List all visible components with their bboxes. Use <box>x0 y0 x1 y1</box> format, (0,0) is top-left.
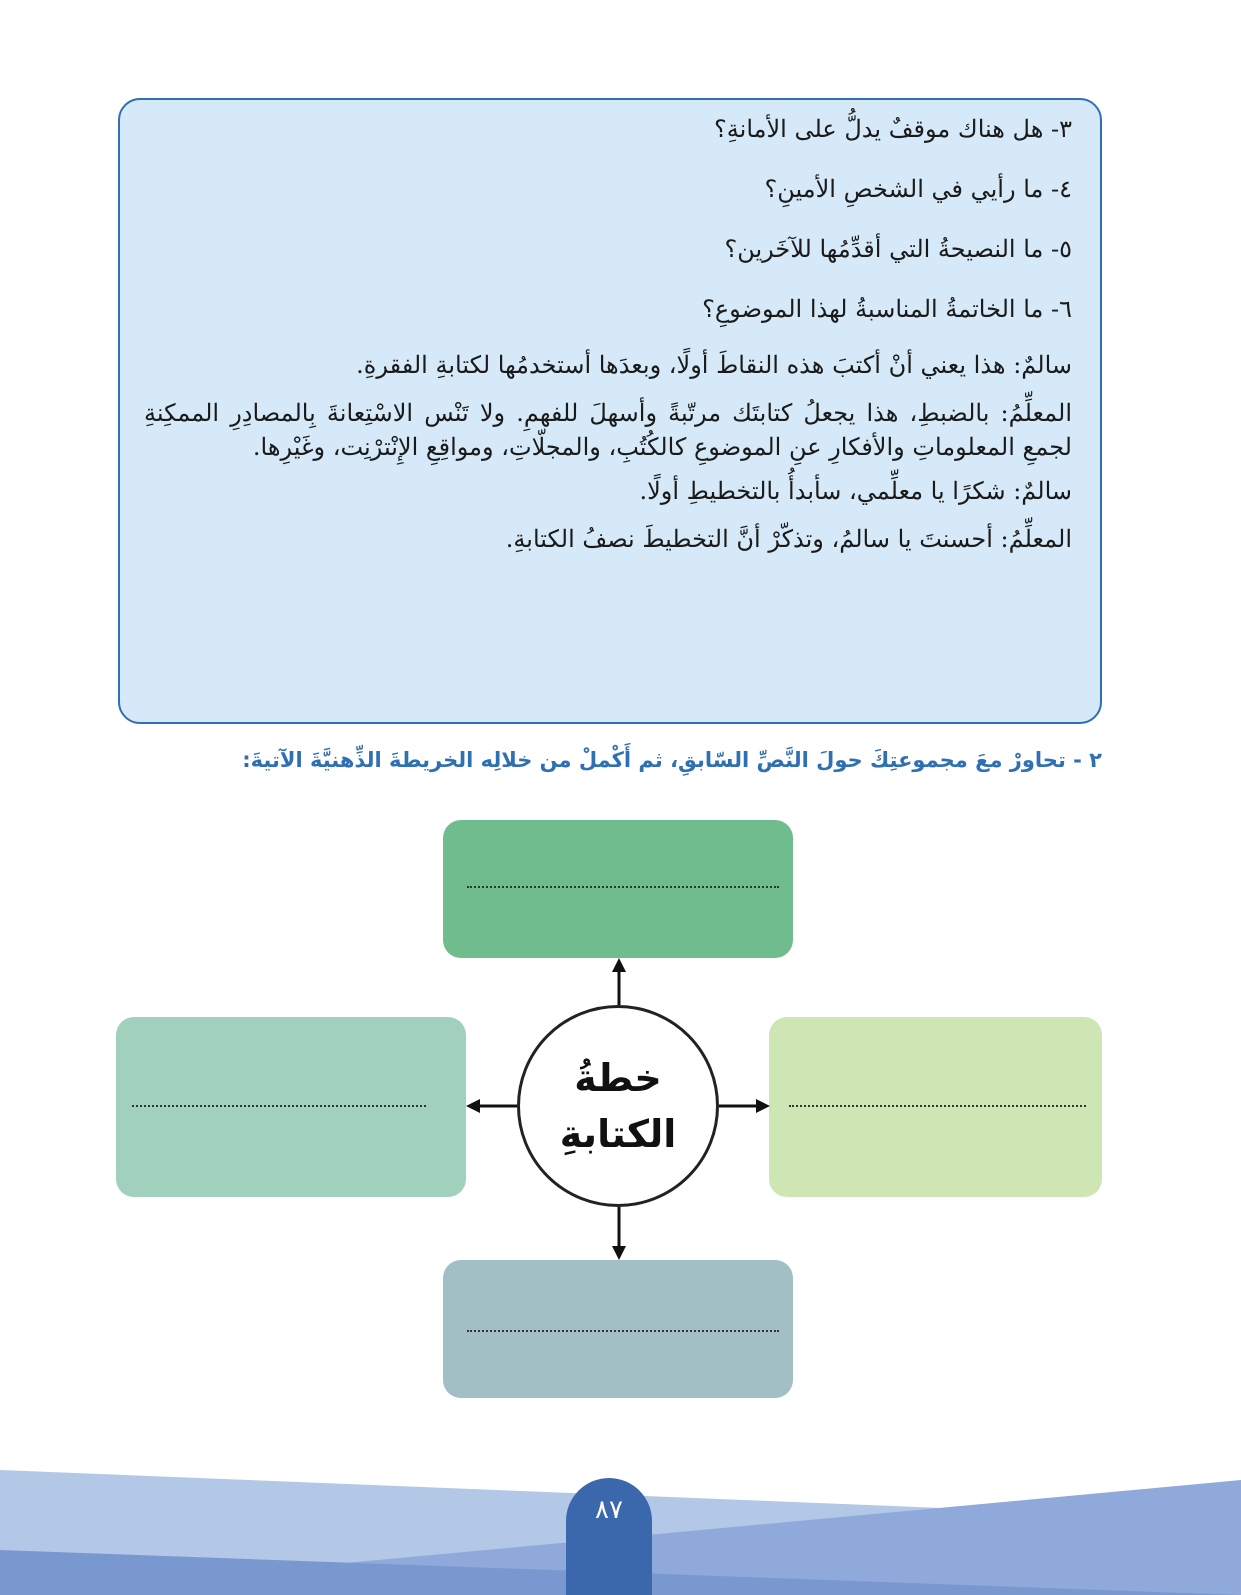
salem-line-2: سالمٌ: شكرًا يا معلِّمي، سأبدأُ بالتخطيطِ أولًا. <box>639 477 1072 505</box>
question-4: ٤- ما رأيي في الشخصِ الأمينِ؟ <box>764 175 1072 203</box>
answer-line-top[interactable] <box>467 886 779 888</box>
mind-map-box-right[interactable] <box>769 1017 1102 1197</box>
question-5: ٥- ما النصيحةُ التي أقدِّمُها للآخَرين؟ <box>724 235 1072 263</box>
teacher-line-2: المعلِّمُ: أحسنتَ يا سالمُ، وتذكّرْ أنَّ التخطيطَ نصفُ الكتابةِ. <box>505 525 1072 553</box>
arrow-left-head <box>466 1099 480 1113</box>
salem-line-1: سالمٌ: هذا يعني أنْ أكتبَ هذه النقاطَ أولًا، وبعدَها أستخدمُها لكتابةِ الفقرةِ. <box>356 351 1072 379</box>
answer-line-right[interactable] <box>789 1105 1086 1107</box>
question-3: ٣- هل هناك موقفٌ يدلُّ على الأمانةِ؟ <box>714 115 1072 143</box>
center-title-line-2: الكتابةِ <box>559 1112 677 1156</box>
arrow-up-head <box>612 958 626 972</box>
page-number-badge <box>566 1478 652 1595</box>
teacher-line-1: المعلِّمُ: بالضبطِ، هذا يجعلُ كتابتَك مرتّبةً وأسهلَ للفهمِ. ولا تَنْس الاسْتِعانةَ بِالمصادِرِ الممكِنةِ لجمعِ المعلوماتِ والأفكارِ عنِ الموضوعِ كالكُتُبِ، والمجلّاتِ، ومواقِعِ الإِنْترْنِت، وغَيْرِها. <box>144 399 1072 461</box>
mind-map-box-bottom[interactable] <box>443 1260 793 1398</box>
answer-line-left[interactable] <box>132 1105 426 1107</box>
mind-map-box-left[interactable] <box>116 1017 466 1197</box>
page-number: ٨٧ <box>595 1495 623 1525</box>
mind-map-center <box>517 1005 719 1207</box>
mind-map-box-top[interactable] <box>443 820 793 958</box>
center-title-line-1: خطةُ <box>574 1056 662 1100</box>
arrow-down-head <box>612 1246 626 1260</box>
dialogue-box <box>118 98 1102 724</box>
question-6: ٦- ما الخاتمةُ المناسبةُ لهذا الموضوعِ؟ <box>702 295 1072 323</box>
exercise-instruction: ٢ - تحاورْ معَ مجموعتِكَ حولَ النَّصِّ السّابقِ، ثم أَكْملْ من خلالِه الخريطةَ الذِّهنيَّةَ الآتيةَ: <box>242 748 1102 772</box>
arrow-right-head <box>756 1099 770 1113</box>
answer-line-bottom[interactable] <box>467 1330 779 1332</box>
